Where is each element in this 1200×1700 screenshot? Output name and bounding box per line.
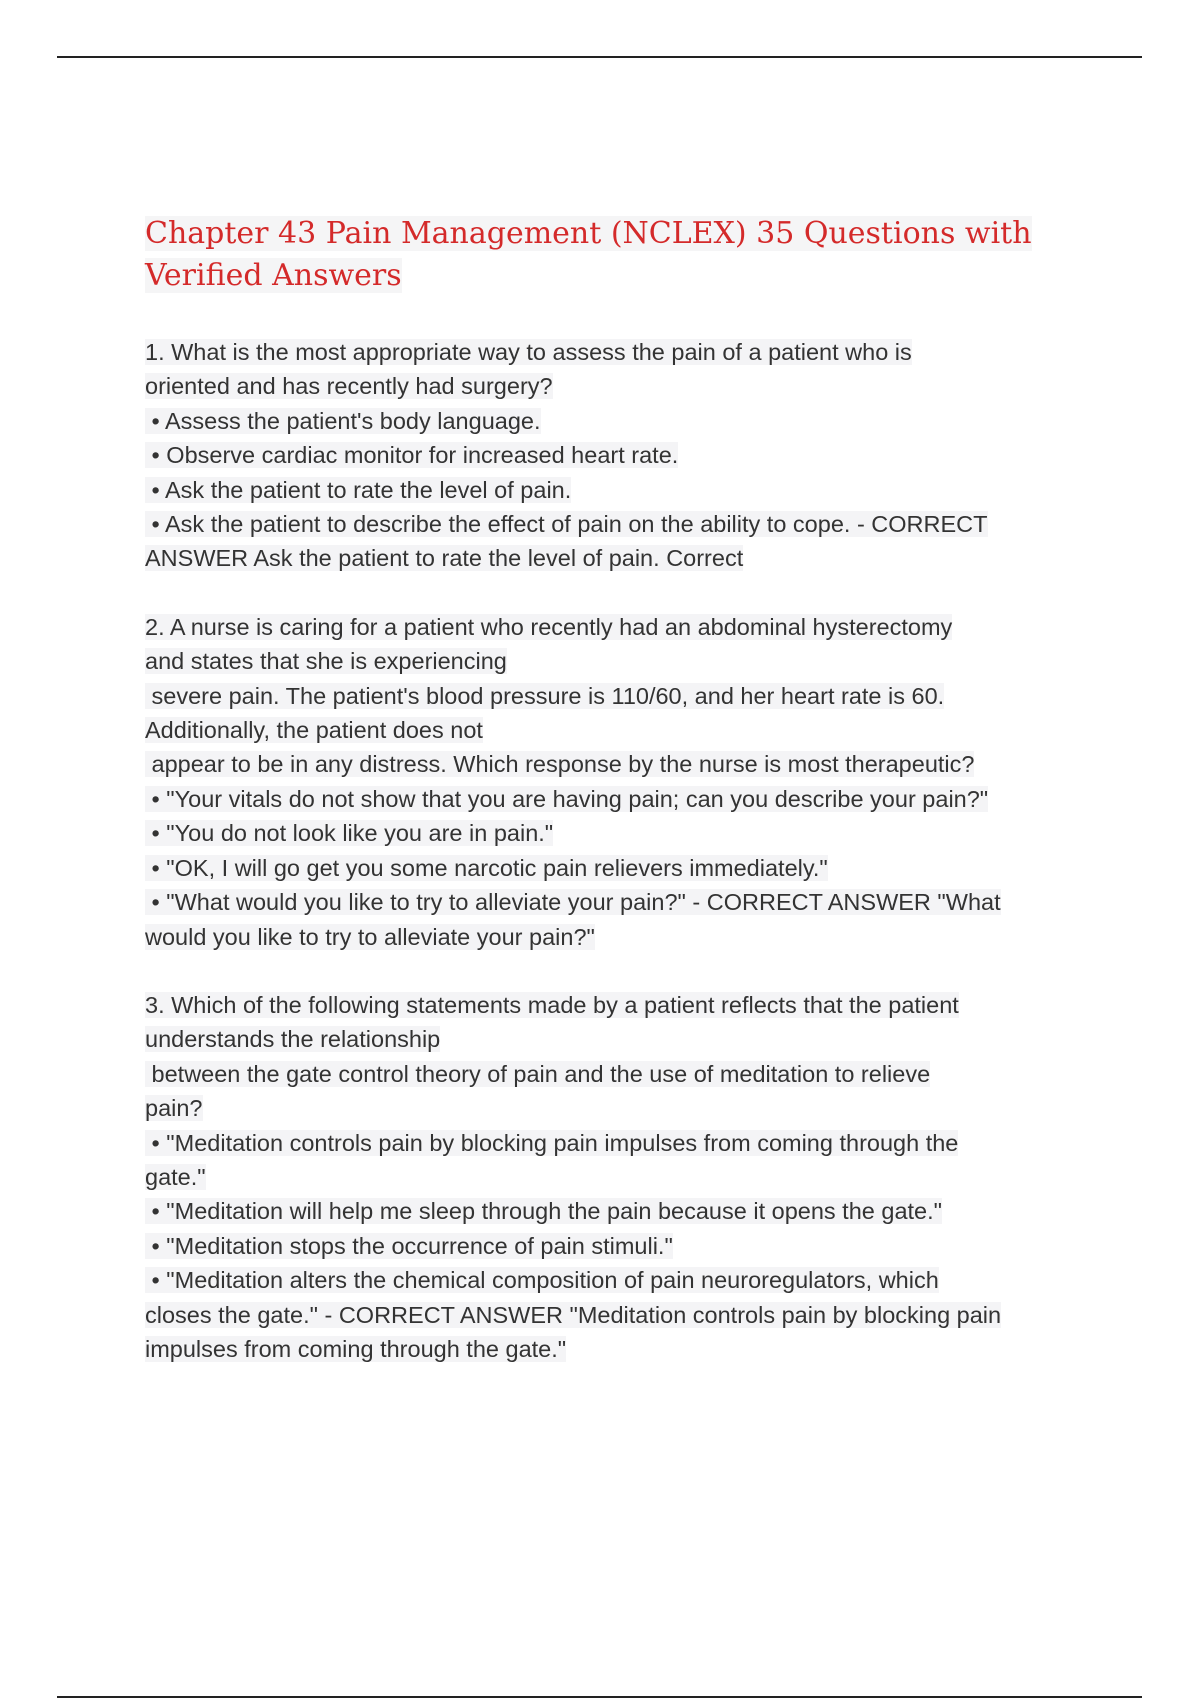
option-line: • Assess the patient's body language. — [145, 407, 541, 434]
answer-line: ANSWER Ask the patient to rate the level of pain. Correct — [145, 545, 744, 572]
bottom-rule — [57, 1696, 1142, 1698]
question-line: between the gate control theory of pain and the use of meditation to relieve — [145, 1060, 931, 1087]
option-line: • Ask the patient to describe the effect of pain on the ability to cope. - CORRECT — [145, 511, 988, 538]
option-line: • "OK, I will go get you some narcotic pain relievers immediately." — [145, 854, 828, 881]
option-line: • "What would you like to try to alleviate your pain?" - CORRECT ANSWER "What — [145, 889, 1001, 916]
option-line: • Ask the patient to rate the level of pain. — [145, 476, 572, 503]
question-line: 3. Which of the following statements made by a patient reflects that the patient — [145, 991, 959, 1018]
title-line: Verified Answers — [145, 258, 402, 293]
option-line: • Observe cardiac monitor for increased heart rate. — [145, 442, 679, 469]
question-line: and states that she is experiencing — [145, 648, 507, 675]
option-line: • "Your vitals do not show that you are having pain; can you describe your pain?" — [145, 785, 989, 812]
answer-line: would you like to try to alleviate your pain?" — [145, 923, 595, 950]
question-line: appear to be in any distress. Which response by the nurse is most therapeutic? — [145, 751, 975, 778]
option-line: • "Meditation controls pain by blocking pain impulses from coming through the — [145, 1129, 959, 1156]
question-line: Additionally, the patient does not — [145, 717, 483, 744]
option-line: • "You do not look like you are in pain." — [145, 820, 554, 847]
answer-line: impulses from coming through the gate." — [145, 1335, 567, 1362]
answer-line: closes the gate." - CORRECT ANSWER "Meditation controls pain by blocking pain — [145, 1301, 1002, 1328]
option-line: gate." — [145, 1163, 206, 1190]
question-line: 1. What is the most appropriate way to assess the pain of a patient who is — [145, 339, 912, 365]
option-line: • "Meditation alters the chemical composition of pain neuroregulators, which — [145, 1267, 939, 1294]
question-line: oriented and has recently had surgery? — [145, 373, 553, 400]
question-list — [145, 335, 1095, 1400]
question-line: 2. A nurse is caring for a patient who recently had an abdominal hysterectomy — [145, 613, 953, 640]
question-block — [145, 335, 1095, 576]
question-block — [145, 610, 1095, 954]
option-line: • "Meditation stops the occurrence of pain stimuli." — [145, 1232, 673, 1259]
question-line: pain? — [145, 1095, 203, 1122]
top-rule — [57, 56, 1142, 58]
question-line: severe pain. The patient's blood pressure is 110/60, and her heart rate is 60. — [145, 682, 945, 709]
option-line: • "Meditation will help me sleep through the pain because it opens the gate." — [145, 1198, 942, 1225]
title-line: Chapter 43 Pain Management (NCLEX) 35 Questions with — [145, 216, 1032, 251]
question-block — [145, 988, 1095, 1366]
document-title — [145, 213, 1065, 297]
question-line: understands the relationship — [145, 1026, 441, 1053]
